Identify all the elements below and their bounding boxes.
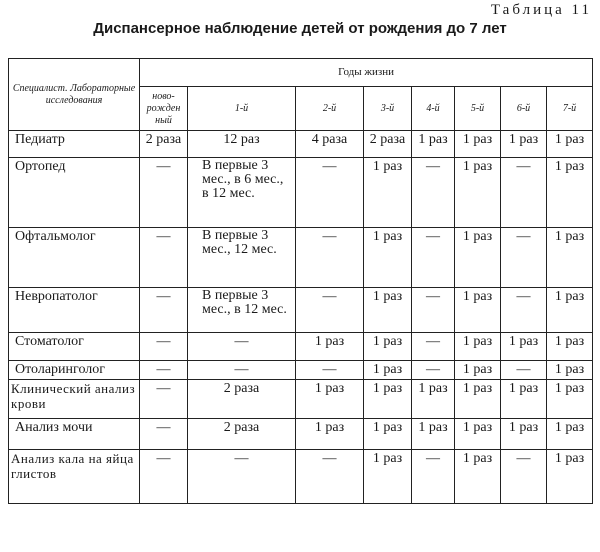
table-row	[9, 131, 593, 158]
column-header: 7-й	[547, 87, 593, 131]
column-header: 6-й	[501, 87, 547, 131]
table-cell: 2 раза	[364, 131, 412, 158]
table-cell: —	[140, 158, 188, 228]
table-cell: —	[188, 361, 296, 380]
column-header: ново-рожден ный	[140, 87, 188, 131]
table-cell: 2 раза	[188, 380, 296, 419]
table-cell: В первые 3 мес., 12 мес.	[188, 228, 296, 288]
table-cell: —	[501, 158, 547, 228]
column-header: 3-й	[364, 87, 412, 131]
table-cell: 1 раз	[547, 450, 593, 504]
table-cell: 1 раз	[412, 131, 455, 158]
column-header: 4-й	[412, 87, 455, 131]
document-title: Диспансерное наблюдение детей от рождения до 7 лет	[93, 20, 507, 37]
table-cell: —	[188, 450, 296, 504]
row-label: Клинический анализ крови	[9, 380, 140, 419]
table-cell: 1 раз	[364, 450, 412, 504]
table-row	[9, 228, 593, 288]
table-cell: 1 раз	[364, 419, 412, 450]
row-label: Анализ кала на яйца глистов	[9, 450, 140, 504]
table-cell: 1 раз	[501, 380, 547, 419]
table-cell: 1 раз	[547, 380, 593, 419]
table-cell: 1 раз	[501, 419, 547, 450]
table-cell: В первые 3 мес., в 12 мес.	[188, 288, 296, 333]
table-cell: —	[188, 333, 296, 361]
column-header: 2-й	[296, 87, 364, 131]
table-cell: 1 раз	[455, 158, 501, 228]
table-row	[9, 450, 593, 504]
table-cell: —	[140, 380, 188, 419]
table-cell: —	[296, 361, 364, 380]
table-cell: 1 раз	[547, 288, 593, 333]
row-label: Стоматолог	[9, 333, 140, 361]
table-cell: —	[412, 450, 455, 504]
table-cell: 1 раз	[364, 361, 412, 380]
table-cell: 1 раз	[364, 158, 412, 228]
corner-header: Специалист. Лабораторные исследования	[9, 59, 140, 131]
table-cell: —	[296, 288, 364, 333]
table-row	[9, 158, 593, 228]
table-cell: —	[140, 333, 188, 361]
table-cell: —	[412, 288, 455, 333]
row-label: Ортопед	[9, 158, 140, 228]
table-cell: —	[501, 361, 547, 380]
table-cell: 1 раз	[547, 228, 593, 288]
table-row	[9, 361, 593, 380]
table-cell: 1 раз	[547, 333, 593, 361]
table-cell: —	[412, 158, 455, 228]
table-cell: 2 раза	[188, 419, 296, 450]
row-label: Анализ мочи	[9, 419, 140, 450]
table-cell: 1 раз	[455, 288, 501, 333]
table-cell: 1 раз	[501, 333, 547, 361]
table-cell: 1 раз	[455, 380, 501, 419]
column-header: 1-й	[188, 87, 296, 131]
table-cell: 1 раз	[547, 419, 593, 450]
table-cell: —	[296, 158, 364, 228]
table-cell: —	[501, 228, 547, 288]
table-cell: —	[140, 419, 188, 450]
table-cell: 1 раз	[412, 419, 455, 450]
table-cell: 1 раз	[501, 131, 547, 158]
row-label: Педиатр	[9, 131, 140, 158]
table-cell: 1 раз	[547, 131, 593, 158]
table-cell: —	[296, 228, 364, 288]
table-cell: 1 раз	[412, 380, 455, 419]
table-row	[9, 380, 593, 419]
row-label: Невропатолог	[9, 288, 140, 333]
table-cell: 1 раз	[455, 333, 501, 361]
table-cell: 12 раз	[188, 131, 296, 158]
table-cell: 1 раз	[455, 419, 501, 450]
table-cell: 1 раз	[296, 380, 364, 419]
table-cell: —	[140, 228, 188, 288]
table-cell: 1 раз	[455, 228, 501, 288]
table-cell: В первые 3 мес., в 6 мес., в 12 мес.	[188, 158, 296, 228]
table-row	[9, 419, 593, 450]
table-cell: —	[501, 288, 547, 333]
table-cell: —	[140, 450, 188, 504]
years-header: Годы жизни	[140, 59, 593, 87]
table-cell: 4 раза	[296, 131, 364, 158]
table-number: Таблица 11	[490, 2, 592, 18]
table-cell: 1 раз	[364, 333, 412, 361]
row-label: Отоларинголог	[9, 361, 140, 380]
table-cell: —	[140, 288, 188, 333]
table-cell: 1 раз	[296, 333, 364, 361]
table-cell: —	[140, 361, 188, 380]
table-cell: 1 раз	[364, 380, 412, 419]
column-header: 5-й	[455, 87, 501, 131]
row-label: Офтальмолог	[9, 228, 140, 288]
table-row	[9, 333, 593, 361]
table-cell: 1 раз	[455, 131, 501, 158]
table-cell: —	[412, 361, 455, 380]
table-cell: —	[501, 450, 547, 504]
table-cell: 1 раз	[364, 228, 412, 288]
table-row	[9, 288, 593, 333]
table-cell: 2 раза	[140, 131, 188, 158]
table-cell: 1 раз	[296, 419, 364, 450]
table-cell: 1 раз	[455, 361, 501, 380]
table-cell: —	[412, 228, 455, 288]
table-cell: 1 раз	[364, 288, 412, 333]
table-cell: 1 раз	[547, 361, 593, 380]
table-cell: 1 раз	[455, 450, 501, 504]
dispensary-table	[8, 58, 593, 504]
table-cell: —	[412, 333, 455, 361]
table-cell: 1 раз	[547, 158, 593, 228]
table-cell: —	[296, 450, 364, 504]
